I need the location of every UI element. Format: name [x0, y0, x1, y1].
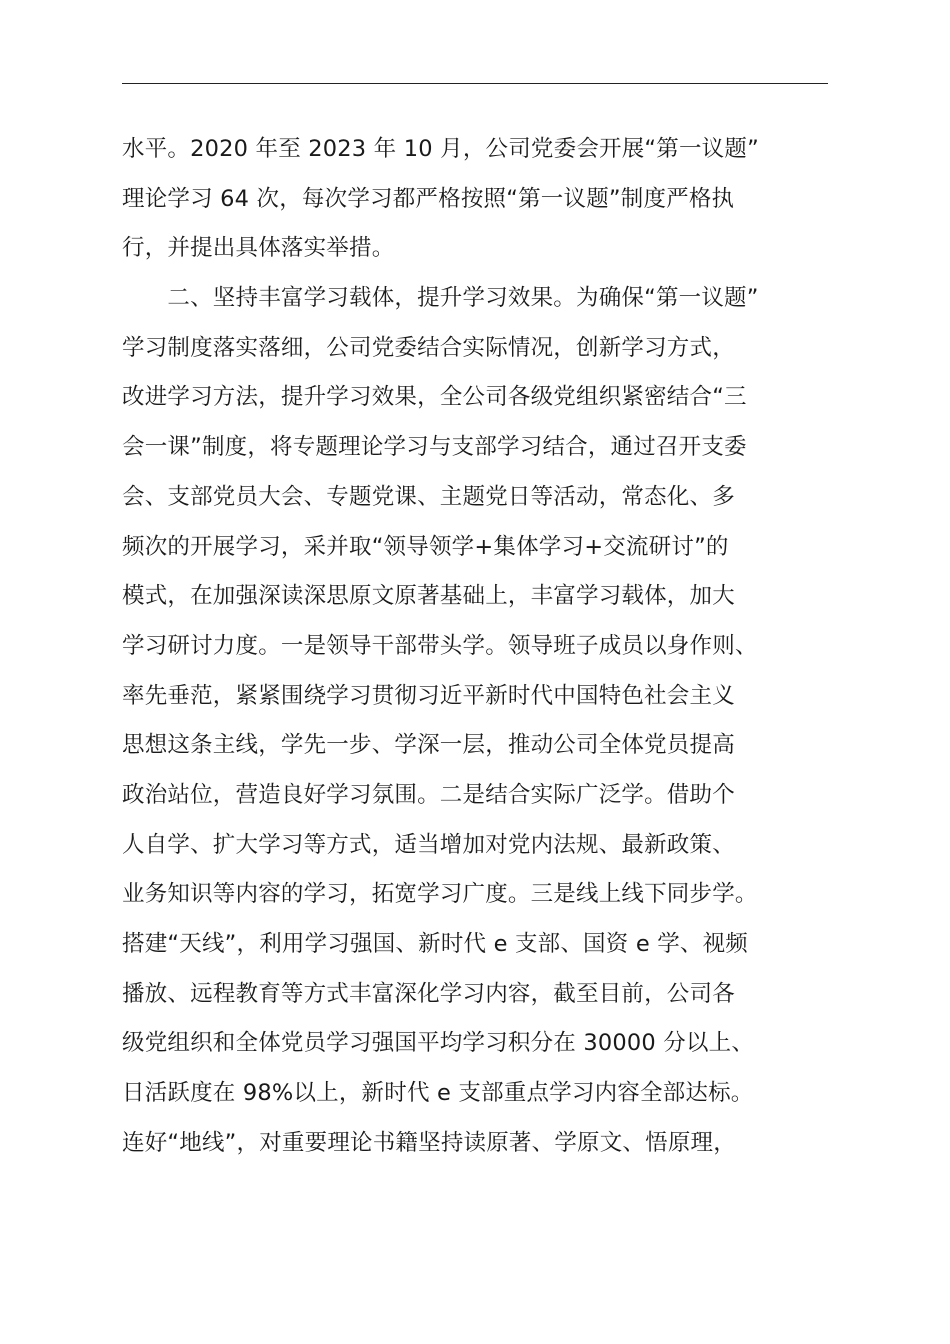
text-line: 日活跃度在 98%以上，新时代 e 支部重点学习内容全部达标。: [122, 1080, 754, 1107]
text-line: 率先垂范，紧紧围绕学习贯彻习近平新时代中国特色社会主义: [122, 682, 735, 709]
body-text: [122, 125, 842, 1168]
text-line: 播放、远程教育等方式丰富深化学习内容，截至目前，公司各: [122, 980, 735, 1007]
text-line: 级党组织和全体党员学习强国平均学习积分在 30000 分以上、: [122, 1030, 755, 1057]
text-line: 政治站位，营造良好学习氛围。二是结合实际广泛学。借助个: [122, 781, 735, 808]
text-line: 会、支部党员大会、专题党课、主题党日等活动，常态化、多: [122, 483, 735, 510]
text-line: 模式，在加强深读深思原文原著基础上，丰富学习载体，加大: [122, 583, 735, 610]
text-line: 学习制度落实落细，公司党委结合实际情况，创新学习方式，: [122, 334, 735, 361]
text-line: 频次的开展学习，采并取“领导领学+集体学习+交流研讨”的: [122, 533, 729, 560]
text-line: 学习研讨力度。一是领导干部带头学。领导班子成员以身作则、: [122, 632, 758, 659]
text-line: 思想这条主线，学先一步、学深一层，推动公司全体党员提高: [122, 732, 735, 759]
text-line: 改进学习方法，提升学习效果，全公司各级党组织紧密结合“三: [122, 384, 747, 411]
text-line: 行，并提出具体落实举措。: [122, 235, 395, 262]
text-line: 人自学、扩大学习等方式，适当增加对党内法规、最新政策、: [122, 831, 735, 858]
text-line: 搭建“天线”，利用学习强国、新时代 e 支部、国资 e 学、视频: [122, 931, 749, 957]
text-line: 理论学习 64 次，每次学习都严格按照“第一议题”制度严格执: [122, 185, 735, 212]
text-line: 连好“地线”，对重要理论书籍坚持读原著、学原文、悟原理，: [122, 1129, 736, 1156]
header-rule: [122, 83, 828, 84]
text-line: 会一课”制度，将专题理论学习与支部学习结合，通过召开支委: [122, 434, 747, 461]
paragraph-start-line: 二、坚持丰富学习载体，提升学习效果。为确保“第一议题”: [122, 285, 759, 312]
text-line: 水平。2020 年至 2023 年 10 月，公司党委会开展“第一议题”: [122, 136, 759, 162]
text-line: 业务知识等内容的学习，拓宽学习广度。三是线上线下同步学。: [122, 881, 758, 908]
